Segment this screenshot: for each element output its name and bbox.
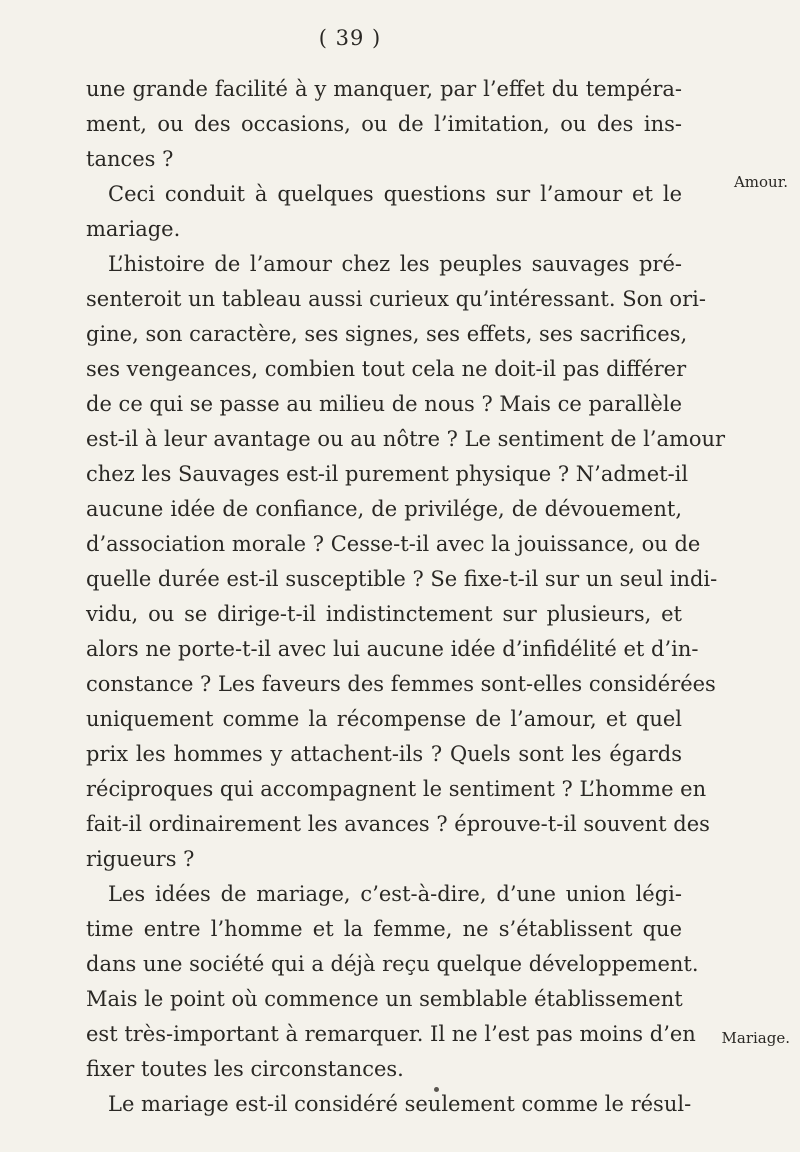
margin-note-mariage: Mariage. [721,1029,790,1047]
text-line: prix les hommes y attachent-ils ? Quels sont les égards [86,742,682,766]
text-line: rigueurs ? [86,847,195,871]
text-line: Mais le point où commence un semblable établissement [86,987,683,1011]
text-line: fait-il ordinairement les avances ? éprouve-t-il souvent des [86,812,710,836]
text-line: Les idées de mariage, c’est-à-dire, d’une union légi- [108,882,682,906]
text-line: quelle durée est-il susceptible ? Se fixe-t-il sur un seul indi- [86,567,718,591]
text-line: chez les Sauvages est-il purement physique ? N’admet-il [86,462,689,486]
text-line: Ceci conduit à quelques questions sur l’amour et le [108,182,682,206]
text-line: mariage. [86,217,181,241]
margin-note-amour: Amour. [733,173,788,191]
text-line: aucune idée de confiance, de privilége, de dévouement, [86,497,682,521]
text-line: time entre l’homme et la femme, ne s’établissent que [86,917,682,941]
text-line: tances ? [86,147,174,171]
text-line: alors ne porte-t-il avec lui aucune idée d’infidélité et d’in- [86,637,699,661]
text-line: fixer toutes les circonstances. [86,1057,404,1081]
text-line: Le mariage est-il considéré seulement comme le résul- [108,1092,692,1116]
text-line: une grande facilité à y manquer, par l’effet du tempéra- [86,77,682,101]
text-line: constance ? Les faveurs des femmes sont-elles considérées [86,672,716,696]
text-line: vidu, ou se dirige-t-il indistinctement sur plusieurs, et [86,602,682,626]
text-line: est-il à leur avantage ou au nôtre ? Le sentiment de l’amour [86,427,726,451]
text-line: ses vengeances, combien tout cela ne doit-il pas différer [86,357,687,381]
text-line: ment, ou des occasions, ou de l’imitation, ou des ins- [86,112,682,136]
text-line: senteroit un tableau aussi curieux qu’intéressant. Son ori- [86,287,706,311]
text-line: est très-important à remarquer. Il ne l’est pas moins d’en [86,1022,696,1046]
ink-blot [434,1087,439,1092]
text-line: gine, son caractère, ses signes, ses effets, ses sacrifices, [86,322,688,346]
text-line: de ce qui se passe au milieu de nous ? Mais ce parallèle [86,392,682,416]
text-line: d’association morale ? Cesse-t-il avec la jouissance, ou de [86,532,701,556]
page-number: ( 39 ) [318,26,382,50]
text-line: uniquement comme la récompense de l’amour, et quel [86,707,682,731]
text-line: L’histoire de l’amour chez les peuples sauvages pré- [108,252,682,276]
body-text [86,72,726,1122]
text-line: dans une société qui a déjà reçu quelque développement. [86,952,699,976]
text-line: réciproques qui accompagnent le sentiment ? L’homme en [86,777,707,801]
